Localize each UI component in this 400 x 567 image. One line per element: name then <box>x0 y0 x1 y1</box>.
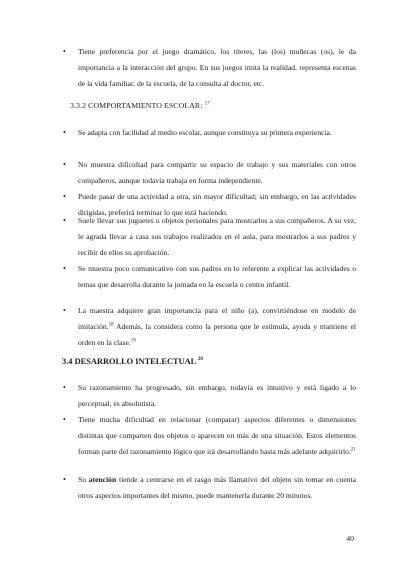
bullet-text: Puede pasar de una actividad a otra, sin mayor dificultad; sin embargo, en las actividades dirigidas, preferirá terminar lo que está haciendo. <box>78 192 356 217</box>
list-item <box>63 472 356 504</box>
list-item <box>63 380 356 412</box>
bullet-text: Se adapta con facilidad al medio escolar, aunque constituya su primera experiencia. <box>78 128 332 137</box>
bullet-text: Tiene preferencia por el juego dramático, los títeres, las (los) muñecas (os), le da importancia a la interacción del grupo. En sus juegos imita la realidad, representa escenas de la vida familiar, de la escuela, de la consulta al doctor, etc. <box>78 47 356 88</box>
list-item <box>63 213 356 261</box>
bullet-text: Suele llevar sus juguetes u objetos personales para mostrarlos a sus compañeros. A su vez, le agrada llevar a casa sus trabajos realizados en el aula, para mostrarlos a sus padres y recibir de ellos su aprobación. <box>78 216 356 257</box>
bullet-text: Tiene mucha dificultad en relacionar (comparar) aspectos diferentes o dimensiones distintas que comparten dos objetos o aparecen en más de una situación. Estos elementos forman parte del razonamiento lógico que irá desarrollando hasta más adelante adquirirlo. <box>78 415 356 456</box>
bullet-icon: • <box>63 128 66 137</box>
bullet-icon: • <box>63 192 66 201</box>
bullet-text: tiende a centrarse en el rasgo más llamativo del objeto sin tomar en cuenta otros aspectos importantes del mismo, puede mantenerla durante 20 minutos. <box>78 475 356 500</box>
footnote-ref: 19 <box>130 338 136 344</box>
bullet-icon: • <box>63 264 66 273</box>
bullet-text: Su razonamiento ha progresado, sin embargo, todavía es intuitivo y está ligado a lo perceptual, es absolutista. <box>78 383 356 408</box>
bullet-icon: • <box>63 47 66 56</box>
list-item <box>63 412 356 460</box>
bullet-text: Además, la considera como la persona que le estimula, ayuda y mantiene el orden en la clase. <box>78 322 356 347</box>
bullet-lead: Su <box>78 475 89 484</box>
bullet-icon: • <box>63 306 66 315</box>
list-item <box>63 261 356 293</box>
footnote-ref: 21 <box>350 447 356 453</box>
bullet-icon: • <box>63 415 66 424</box>
footnote-ref: 17 <box>204 101 210 107</box>
list-item <box>63 303 356 351</box>
section-title: DESARROLLO INTELECTUAL <box>74 357 196 366</box>
bullet-icon: • <box>63 216 66 225</box>
footnote-ref: 18 <box>108 322 114 328</box>
section-number: 3.4 <box>62 357 73 366</box>
subsection-title: COMPORTAMIENTO ESCOLAR: <box>88 101 203 110</box>
bullet-text: No muestra dificultad para compartir su espacio de trabajo y sus materiales con otros compañeros, aunque todavía trabaja en forma independiente. <box>78 160 356 185</box>
subsection-number: 3.3.2 <box>70 101 87 110</box>
bullet-icon: • <box>63 475 66 484</box>
footnote-ref: 20 <box>197 357 203 363</box>
page-number: 40 <box>346 534 354 543</box>
bullet-text: Se muestra poco comunicativo con sus padres en lo referente a explicar las actividades o temas que desarrolla durante la jornada en la escuela o centro infantil. <box>78 264 356 289</box>
emphasis-term: atención <box>88 475 117 484</box>
bullet-icon: • <box>63 383 66 392</box>
list-item <box>63 125 356 141</box>
section-heading <box>62 356 203 368</box>
bullet-icon: • <box>63 160 66 169</box>
list-item <box>63 157 356 189</box>
bullet-text: La maestra adquiere gran importancia para el niño (a), convirtiéndose en modelo de imitación. <box>78 306 356 331</box>
list-item <box>63 44 356 92</box>
subsection-heading <box>70 100 210 112</box>
